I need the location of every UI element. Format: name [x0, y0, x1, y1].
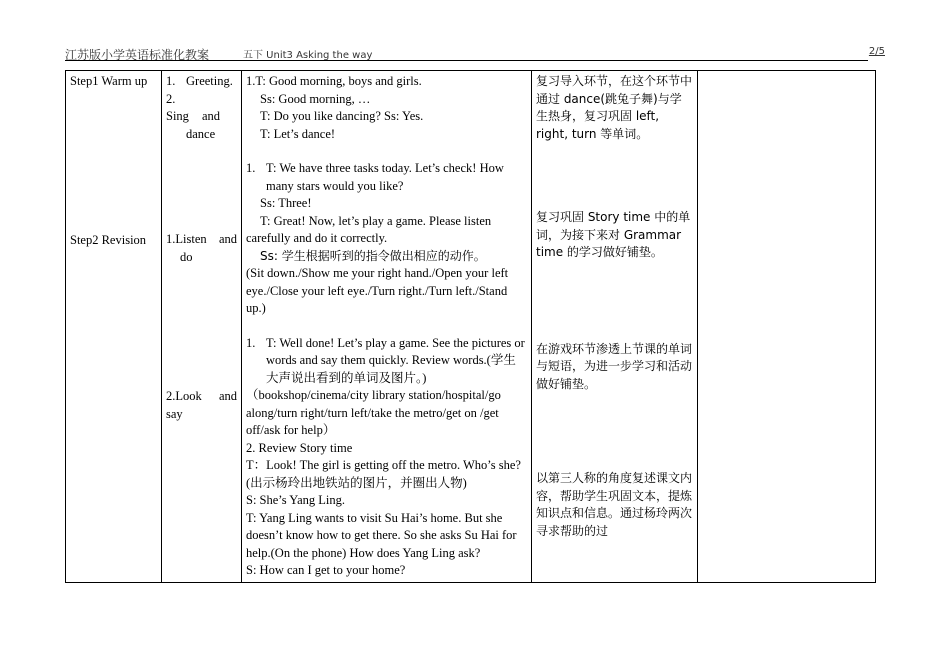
look-say-label-a: 2.Look and	[166, 389, 237, 403]
purpose-warmup: 复习导入环节，在这个环节中通过 dance(跳兔子舞)与学生热身，复习巩固 left, right, turn 等单词。	[536, 74, 693, 141]
header-doc-title: 江苏版小学英语标准化教案	[65, 48, 210, 62]
purpose-revision: 复习巩固 Story time 中的单词，为接下来对 Grammar time 的学习做好铺垫。	[536, 210, 691, 259]
item2-number: 2.	[166, 91, 176, 106]
words-list-line: （bookshop/cinema/city library station/hospital/go along/turn right/turn left/take the metro/get on /get off/ask for help）	[246, 388, 501, 437]
sing-dance-label-b: dance	[186, 126, 216, 141]
listen-game-line: T: Great! Now, let’s play a game. Please listen carefully and do it correctly.	[246, 213, 492, 245]
header-rule	[65, 60, 868, 61]
sing-dance-label-a: Sing and	[166, 109, 220, 123]
task-number: 1.	[246, 161, 256, 175]
visit-home-line: T: Yang Ling wants to visit Su Hai’s home. But she doesn’t know how to get there. So she asks Su Hai for help.(On the phone) How does Yang Ling ask?	[246, 510, 517, 560]
warmup-line-3: T: Do you like dancing? Ss: Yes.	[260, 109, 424, 123]
how-get-home-line: S: How can I get to your home?	[246, 563, 406, 577]
step1-label: Step1 Warm up	[70, 74, 148, 88]
activity-column-cell	[162, 71, 242, 583]
listen-do-label-b: do	[180, 249, 193, 264]
item1-number: 1.	[166, 74, 176, 88]
table-row	[66, 71, 876, 583]
lesson-plan-table	[65, 70, 876, 583]
header-lesson-title: 五下 Unit3 Asking the way	[243, 50, 373, 61]
greeting-label: Greeting.	[186, 74, 233, 88]
step-column-cell	[66, 71, 162, 583]
warmup-line-1: 1.T: Good morning, boys and girls.	[246, 74, 422, 88]
purpose-column-cell	[532, 71, 698, 583]
tasks-line: T: We have three tasks today. Let’s check! How many stars would you like?	[266, 161, 504, 193]
notes-column-cell	[698, 71, 876, 583]
warmup-line-4: T: Let’s dance!	[260, 126, 336, 141]
ss-three-line: Ss: Three!	[260, 196, 312, 210]
review-words-line: T: Well done! Let’s play a game. See the pictures or words and say them quickly. Review words.(学生大声说出看到的单词及图片。)	[266, 335, 525, 385]
procedure-column-cell	[242, 71, 532, 583]
purpose-game: 在游戏环节渗透上节课的单词与短语，为进一步学习和活动做好铺垫。	[536, 341, 693, 391]
look-girl-line: T：Look! The girl is getting off the metro. Who’s she?(出示杨玲出地铁站的图片，并圈出人物)	[246, 458, 521, 490]
review-story-line: 2. Review Story time	[246, 440, 353, 455]
commands-line: (Sit down./Show me your right hand./Open your left eye./Close your left eye./Turn right./Turn left./Stand up.)	[246, 266, 509, 315]
listen-do-label-a: 1.Listen and	[166, 232, 237, 246]
step2-label: Step2 Revision	[70, 232, 147, 247]
ss-actions-line: Ss: 学生根据听到的指令做出相应的动作。	[260, 248, 486, 263]
page-header	[65, 44, 885, 60]
look-say-label-b: say	[166, 406, 183, 421]
purpose-retell: 以第三人称的角度复述课文内容，帮助学生巩固文本，提炼知识点和信息。通过杨玲两次寻求帮助的过	[536, 471, 693, 538]
review-number: 1.	[246, 335, 256, 350]
yang-ling-answer-line: S: She’s Yang Ling.	[246, 493, 345, 507]
warmup-line-2: Ss: Good morning, …	[260, 91, 371, 106]
header-page-number: 2/5	[868, 46, 885, 57]
